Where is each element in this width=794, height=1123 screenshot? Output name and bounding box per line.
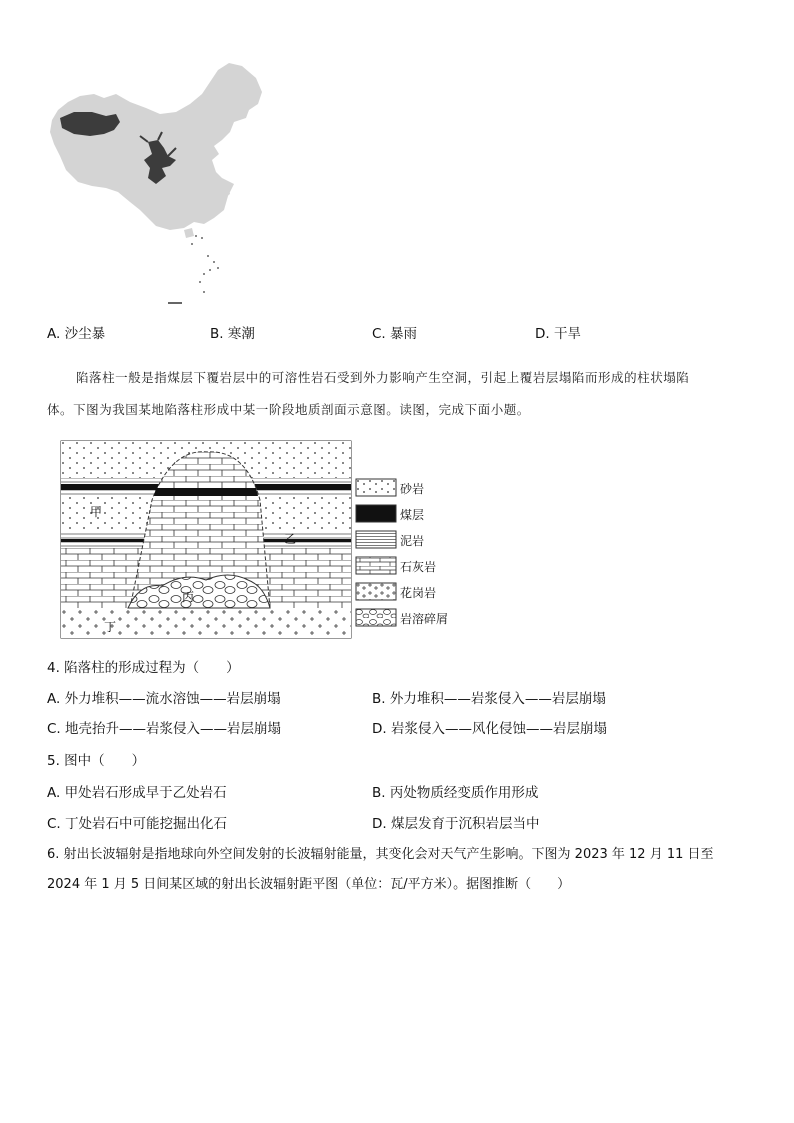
south-sea-islands — [191, 235, 219, 293]
china-map — [44, 60, 274, 310]
q4-option-a: A. 外力堆积——流水溶蚀——岩层崩塌 — [47, 691, 281, 707]
passage-line-2: 体。下图为我国某地陷落柱形成中某一阶段地质剖面示意图。读图，完成下面小题。 — [47, 402, 530, 417]
q5-option-c: C. 丁处岩石中可能挖掘出化石 — [47, 816, 228, 832]
legend-label-granite: 花岗岩 — [400, 586, 437, 600]
legend-swatch-breccia — [356, 609, 396, 626]
q5-option-d: D. 煤层发育于沉积岩层当中 — [372, 816, 540, 832]
q6-stem-line-2: 2024 年 1 月 5 日间某区域的射出长波辐射距平图（单位：瓦/平方米）。据图推断（ ） — [47, 877, 571, 892]
legend-swatch-granite — [356, 583, 396, 600]
q3-option-c: C. 暴雨 — [372, 326, 418, 342]
q5-option-a: A. 甲处岩石形成早于乙处岩石 — [47, 785, 227, 801]
legend-swatch-mudstone — [356, 531, 396, 548]
q3-option-a: A. 沙尘暴 — [47, 326, 106, 342]
legend-swatch-sandstone — [356, 479, 396, 496]
legend-label-coal: 煤层 — [400, 508, 425, 522]
legend-swatch-limestone — [356, 557, 396, 574]
legend-label-mudstone: 泥岩 — [400, 534, 425, 548]
label-yi: 乙 — [284, 532, 297, 546]
label-ding: 丁 — [104, 620, 117, 634]
q5-option-b: B. 丙处物质经变质作用形成 — [372, 785, 539, 801]
q4-stem: 4. 陷落柱的形成过程为（ ） — [47, 660, 240, 676]
q4-option-d: D. 岩浆侵入——风化侵蚀——岩层崩塌 — [372, 721, 607, 737]
legend-label-breccia: 岩溶碎屑 — [400, 612, 449, 626]
q3-option-b: B. 寒潮 — [210, 326, 255, 342]
island-2 — [184, 228, 194, 238]
legend-label-limestone: 石灰岩 — [400, 560, 437, 574]
legend-swatch-coal — [356, 505, 396, 522]
q4-option-c: C. 地壳抬升——岩浆侵入——岩层崩塌 — [47, 721, 282, 737]
legend-swatches — [355, 478, 397, 628]
label-jia: 甲 — [90, 505, 103, 519]
label-bing: 丙 — [182, 590, 195, 604]
geology-cross-section — [60, 440, 355, 640]
q3-option-d: D. 干旱 — [535, 326, 581, 342]
legend-label-sandstone: 砂岩 — [400, 482, 425, 496]
q6-stem-line-1: 6. 射出长波辐射是指地球向外空间发射的长波辐射能量，其变化会对天气产生影响。下图为 2023 年 12 月 11 日至 — [47, 847, 714, 862]
q5-stem: 5. 图中（ ） — [47, 753, 146, 769]
q4-option-b: B. 外力堆积——岩浆侵入——岩层崩塌 — [372, 691, 606, 707]
collapse-coal-band — [154, 488, 258, 496]
passage-line-1: 陷落柱一般是指煤层下覆岩层中的可溶性岩石受到外力影响产生空洞，引起上覆岩层塌陷而形成的柱状塌陷 — [76, 370, 690, 385]
